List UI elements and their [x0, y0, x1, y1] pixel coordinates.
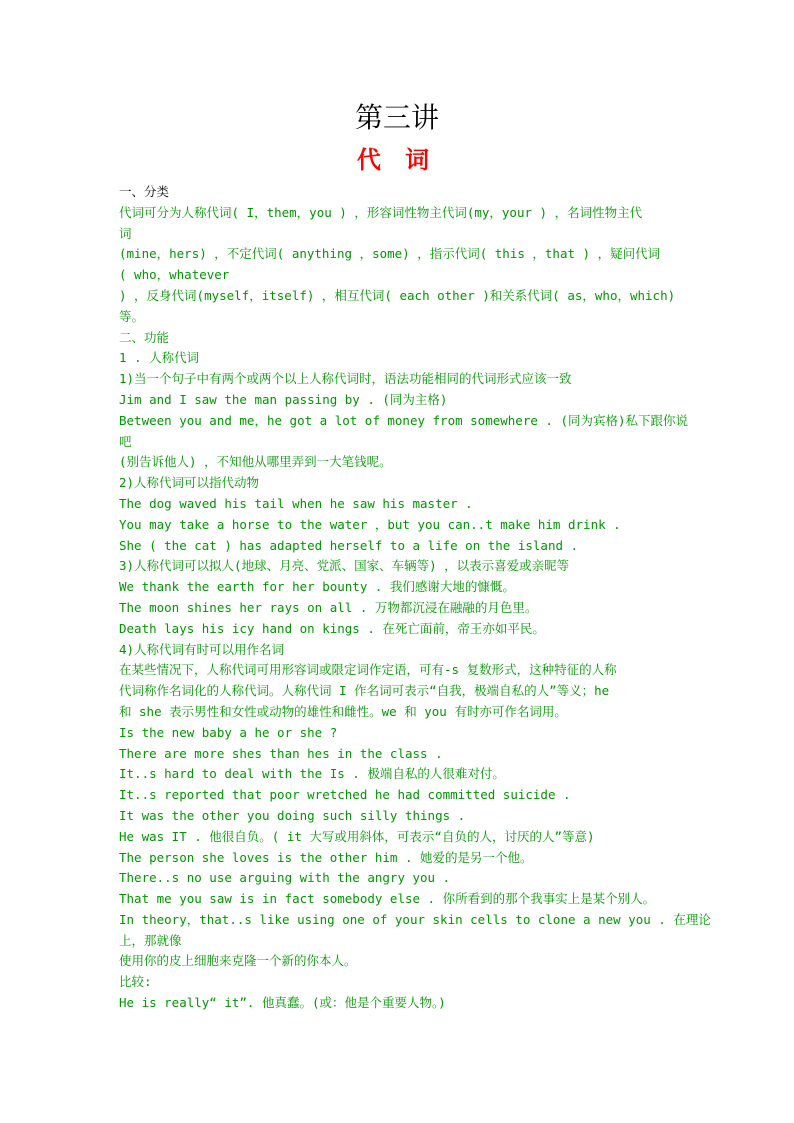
text-line: He is really“ it”. 他真蠢。(或：他是个重要人物。): [119, 995, 446, 1011]
text-line: He was IT . 他很自负。( it 大写或用斜体，可表示“自负的人，讨厌的人”等意): [119, 828, 595, 844]
text-line: 代词称作名词化的人称代词。人称代词 I 作名词可表示“自我，极端自私的人”等义；he: [119, 683, 610, 699]
text-line: You may take a horse to the water ，but you can..t make him drink .: [119, 516, 621, 532]
text-line: That me you saw is in fact somebody else . 你所看到的那个我事实上是某个别人。: [119, 891, 656, 907]
text-line: 比较:: [119, 974, 152, 990]
text-line: The dog waved his tail when he saw his master .: [119, 495, 473, 511]
text-line: 上，那就像: [119, 932, 182, 948]
text-line: 吧: [119, 433, 132, 449]
text-line: 1 . 人称代词: [119, 350, 200, 366]
text-line: There are more shes than hes in the class .: [119, 745, 443, 761]
text-line: 3)人称代词可以拟人(地球、月亮、党派、国家、车辆等) ，以表示喜爱或亲昵等: [119, 558, 570, 574]
text-line: Between you and me，he got a lot of money from somewhere . (同为宾格)私下跟你说: [119, 412, 689, 428]
page-subtitle: 代 词: [356, 146, 438, 174]
text-line: The moon shines her rays on all . 万物都沉浸在融融的月色里。: [119, 599, 538, 615]
text-line: 和 she 表示男性和女性或动物的雄性和雌性。we 和 you 有时亦可作名词用。: [119, 703, 567, 719]
text-line: We thank the earth for her bounty . 我们感谢大地的慷慨。: [119, 579, 515, 595]
text-line: ) ，反身代词(myself，itself) ，相互代词( each other )和关系代词( as，who，which): [119, 287, 676, 303]
text-line: She ( the cat ) has adapted herself to a life on the island .: [119, 537, 579, 553]
text-line: (别告诉他人) ，不知他从哪里弄到一大笔钱呢。: [119, 454, 392, 470]
text-line: 等。: [119, 308, 145, 324]
text-line: There..s no use arguing with the angry you .: [119, 870, 451, 886]
text-line: It was the other you doing such silly things .: [119, 807, 466, 823]
document-body: [119, 182, 711, 1014]
text-line: Is the new baby a he or she ?: [119, 724, 338, 740]
text-line: In theory，that..s like using one of your skin cells to clone a new you . 在理论: [119, 911, 711, 927]
text-line: (mine，hers) ，不定代词( anything ，some) ，指示代词( this ，that ) ，疑问代词: [119, 246, 661, 262]
text-line: Jim and I saw the man passing by . (同为主格): [119, 391, 448, 407]
page-title: 第三讲: [354, 101, 439, 134]
text-line: It..s reported that poor wretched he had committed suicide .: [119, 787, 571, 803]
text-line: 代词可分为人称代词( I，them，you ) ，形容词性物主代词(my，your ) ，名词性物主代: [119, 204, 643, 220]
text-line: 1)当一个句子中有两个或两个以上人称代词时，语法功能相同的代词形式应该一致: [119, 371, 572, 387]
text-line: 一、分类: [119, 184, 170, 199]
text-line: 词: [119, 225, 132, 241]
text-line: 2)人称代词可以指代动物: [119, 475, 260, 491]
text-line: It..s hard to deal with the Is . 极端自私的人很难对付。: [119, 766, 505, 782]
text-line: ( who，whatever: [119, 267, 230, 283]
text-line: 4)人称代词有时可以用作名词: [119, 641, 285, 657]
text-line: Death lays his icy hand on kings . 在死亡面前，帝王亦如平民。: [119, 620, 545, 636]
text-line: 在某些情况下，人称代词可用形容词或限定词作定语，可有-s 复数形式，这种特征的人称: [119, 662, 617, 678]
text-line: 二、功能: [119, 329, 170, 345]
text-line: The person she loves is the other him . 她爱的是另一个他。: [119, 849, 533, 865]
text-line: 使用你的皮上细胞来克隆一个新的你本人。: [119, 953, 357, 969]
